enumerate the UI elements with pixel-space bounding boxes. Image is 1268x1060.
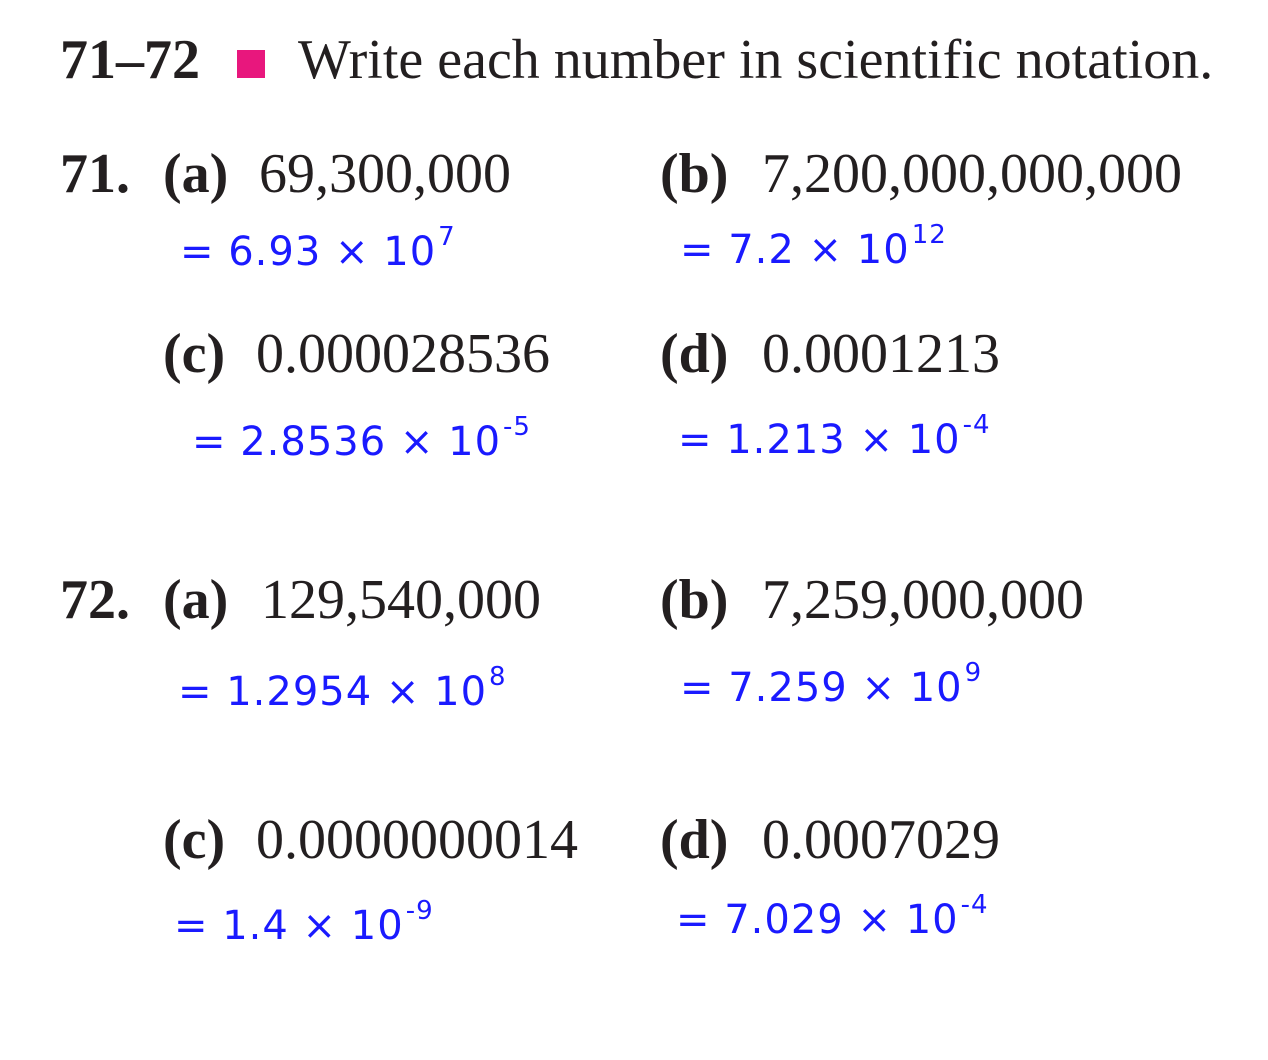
part-value: 7,200,000,000,000	[762, 143, 1182, 205]
instruction-text: Write each number in scientific notation.	[298, 29, 1214, 91]
part-label: (a)	[163, 143, 229, 205]
handwritten-answer	[180, 222, 456, 275]
part-label: (b)	[660, 569, 729, 631]
handwritten-answer	[680, 220, 947, 273]
part-label: (b)	[660, 143, 729, 205]
handwritten-answer	[680, 658, 983, 711]
part-value: 69,300,000	[259, 143, 511, 205]
answer-exponent: -9	[405, 896, 434, 926]
problem-number: 71.	[60, 143, 130, 205]
part-label: (d)	[660, 323, 729, 385]
part-label: (a)	[163, 569, 229, 631]
problem-range: 71–72	[60, 29, 200, 91]
part-value: 0.0000000014	[256, 809, 578, 871]
answer-mantissa: = 7.029 × 10	[676, 897, 959, 943]
answer-mantissa: = 7.2 × 10	[680, 227, 910, 273]
answer-exponent: -4	[960, 890, 989, 920]
part-label: (c)	[163, 809, 226, 871]
part-label: (c)	[163, 323, 226, 385]
answer-mantissa: = 1.4 × 10	[174, 903, 404, 949]
handwritten-answer	[678, 410, 991, 463]
part-value: 0.0001213	[762, 323, 1000, 385]
answer-exponent: -4	[962, 410, 991, 440]
answer-exponent: 7	[438, 222, 456, 252]
part-label: (d)	[660, 809, 729, 871]
answer-exponent: 9	[964, 658, 983, 688]
answer-exponent: -5	[503, 412, 531, 442]
answer-mantissa: = 1.213 × 10	[678, 417, 961, 463]
part-value: 7,259,000,000	[762, 569, 1084, 631]
answer-mantissa: = 1.2954 × 10	[178, 669, 488, 715]
answer-exponent: 8	[489, 662, 507, 692]
part-value: 0.000028536	[256, 323, 550, 385]
handwritten-answer	[178, 662, 507, 715]
handwritten-answer	[676, 890, 989, 943]
handwritten-answer	[174, 896, 434, 949]
problem-number: 72.	[60, 569, 130, 631]
handwritten-answer	[192, 412, 531, 465]
answer-exponent: 12	[911, 220, 947, 250]
answer-mantissa: = 2.8536 × 10	[192, 419, 502, 465]
section-square-icon	[237, 50, 265, 78]
part-value: 0.0007029	[762, 809, 1000, 871]
answer-mantissa: = 6.93 × 10	[180, 229, 437, 275]
part-value: 129,540,000	[261, 569, 541, 631]
answer-mantissa: = 7.259 × 10	[680, 665, 963, 711]
